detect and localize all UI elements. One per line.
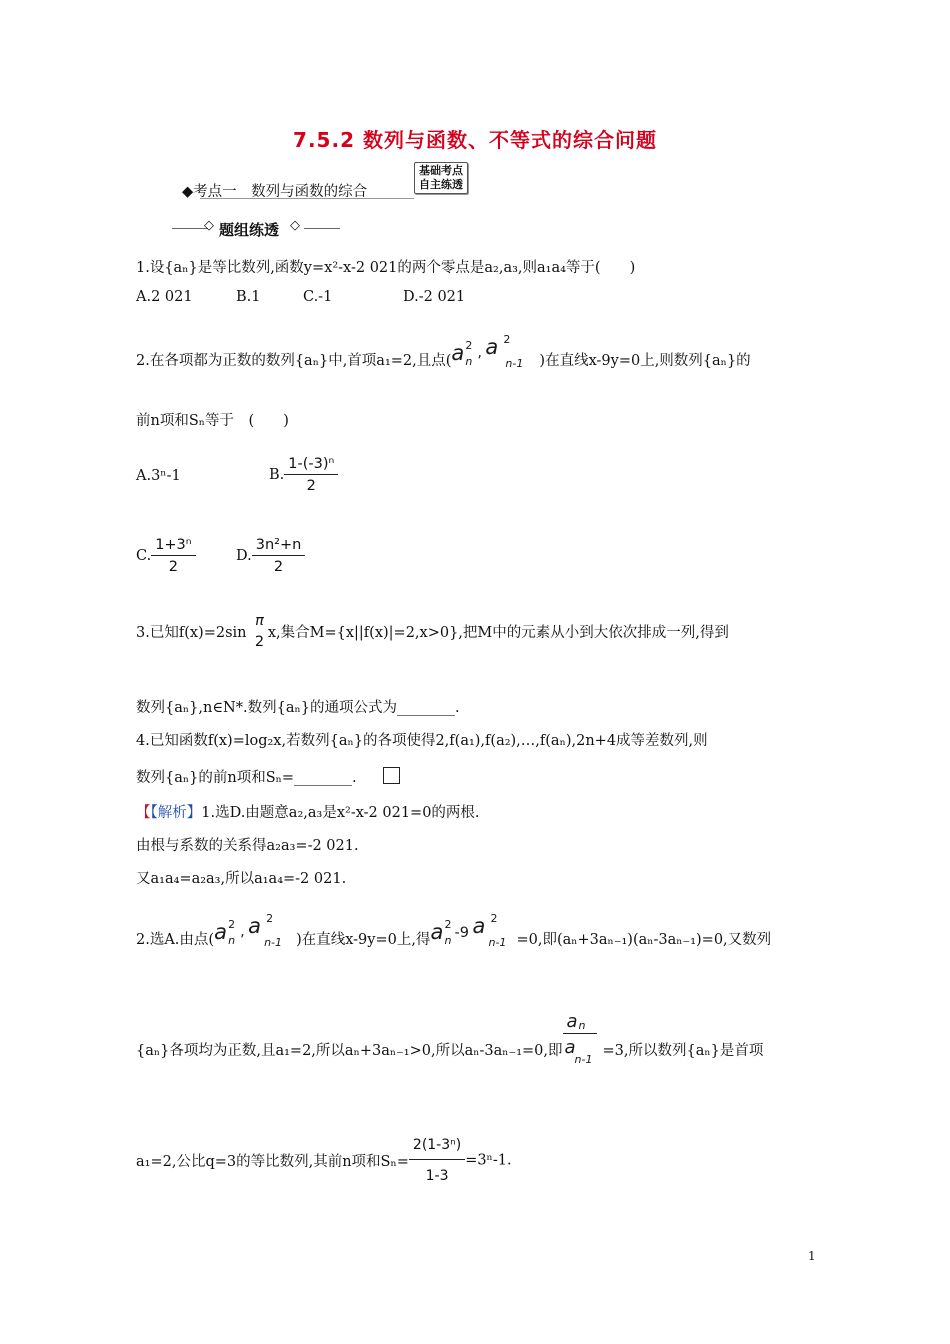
point-formula-image: a 2 n , a 2 n-1 (451, 333, 524, 370)
section-underline (200, 198, 414, 199)
divider-right (304, 228, 340, 229)
diamond-outline-icon: ◇ (204, 218, 214, 233)
question-3 (136, 613, 729, 650)
q2-option-d (236, 537, 305, 575)
q1-option-a: A.2 021 (136, 289, 193, 305)
fraction-numerator: π (255, 613, 264, 629)
solution-tag-text: 【解析】 (150, 805, 202, 821)
solution-2-line-3 (136, 1137, 512, 1184)
s2-line2-post: =3,所以数列{aₙ}是首项 (602, 1043, 764, 1059)
q1-option-c: C.-1 (303, 289, 333, 305)
solution-tag: 【【解析】 (136, 805, 202, 821)
minus-nine: -9 (454, 925, 469, 941)
ratio-fraction-image: a n a n-1 (563, 1037, 603, 1057)
section-label: 考点一 数列与函数的综合 (193, 184, 368, 200)
fraction-denominator: 2 (168, 559, 178, 575)
solution-2-line-2 (136, 1011, 764, 1066)
page-title: 7.5.2 数列与函数、不等式的综合问题 (293, 128, 657, 152)
fraction-numerator: 1+3ⁿ (151, 537, 195, 556)
solution-1-line-3: 又a₁a₄=a₂a₃,所以a₁a₄=-2 021. (136, 871, 347, 887)
solution-1-line-1 (136, 801, 480, 822)
divider-left (172, 228, 208, 229)
page-number: 1 (808, 1249, 816, 1263)
diamond-outline-icon: ◇ (290, 218, 300, 233)
s2-mid: )在直线x-9y=0上,得 (296, 932, 431, 948)
section-badge (414, 162, 468, 194)
s2-line3-post: =3ⁿ-1. (465, 1152, 512, 1169)
question-1: 1.设{aₙ}是等比数列,函数y=x²-x-2 021的两个零点是a₂,a₃,则a₁a₄等于( ) (136, 260, 636, 276)
point-formula-image: a 2 n , a 2 n-1 (214, 912, 283, 949)
fraction-numerator: 3n²+n (252, 537, 306, 556)
s2-line3-pre: a₁=2,公比q=3的等比数列,其前n项和Sₙ= (136, 1154, 409, 1170)
q2-option-c-fraction (151, 537, 195, 575)
q2-option-a: A.3ⁿ-1 (136, 468, 181, 484)
s2-line2-pre: {aₙ}各项均为正数,且a₁=2,所以aₙ+3aₙ₋₁>0,所以aₙ-3aₙ₋₁=0,即 (136, 1043, 563, 1059)
fraction-denominator: 2 (254, 634, 265, 650)
badge-line-1: 基础考点 (419, 164, 463, 177)
group-header: 题组练透 (219, 221, 280, 239)
q2-option-b (269, 456, 338, 494)
q2-option-d-fraction (252, 537, 306, 575)
q3-line-2: 数列{aₙ},n∈N*.数列{aₙ}的通项公式为________. (136, 700, 460, 716)
fraction-numerator: 1-(-3)ⁿ (284, 456, 338, 475)
q3-text-pre: 3.已知f(x)=2sin (136, 625, 247, 641)
fraction-denominator: 2 (273, 559, 284, 575)
s2-post: =0,即(aₙ+3aₙ₋₁)(aₙ-3aₙ₋₁)=0,又数列 (516, 932, 772, 948)
solution-1-text: 1.选D.由题意a₂,a₃是x²-x-2 021=0的两根. (201, 805, 480, 821)
question-4: 4.已知函数f(x)=log₂x,若数列{aₙ}的各项使得2,f(a₁),f(a₂),…,f(aₙ),2n+4成等差数列,则 (136, 733, 708, 749)
solution-1-line-2: 由根与系数的关系得a₂a₃=-2 021. (136, 838, 359, 854)
badge-line-2: 自主练透 (419, 178, 463, 191)
q2-option-d-label: D. (236, 548, 252, 564)
q2-line-2: 前n项和Sₙ等于 ( ) (136, 413, 289, 429)
q3-text-post: x,集合M={x||f(x)|=2,x>0},把M中的元素从小到大依次排成一列,得到 (267, 625, 729, 641)
fraction-numerator: 2(1-3ⁿ) (409, 1137, 465, 1160)
s2-pre: 2.选A.由点( (136, 932, 215, 948)
q2-text-post: )在直线x-9y=0上,则数列{aₙ}的 (539, 353, 751, 369)
q1-option-b: B.1 (236, 289, 261, 305)
q2-option-c-label: C. (136, 548, 152, 564)
q4-line-2-text: 数列{aₙ}的前n项和Sₙ=________. (136, 770, 357, 786)
diamond-icon: ◆ (182, 184, 194, 200)
q4-line-2 (136, 766, 400, 787)
fraction-denominator: 1-3 (425, 1168, 449, 1184)
question-2 (136, 333, 751, 370)
fraction-denominator: 2 (306, 478, 316, 494)
q2-text-pre: 2.在各项都为正数的数列{aₙ}中,首项a₁=2,且点( (136, 353, 452, 369)
q2-option-b-fraction (284, 456, 338, 494)
answer-box-icon (383, 767, 400, 784)
sum-fraction (409, 1137, 465, 1184)
pi-over-2-fraction (251, 613, 268, 650)
q1-option-d: D.-2 021 (403, 289, 466, 305)
q2-option-b-label: B. (269, 467, 285, 483)
q2-option-c (136, 537, 196, 575)
equation-image: a 2 n -9 a 2 n-1 (430, 912, 507, 949)
solution-2-line-1 (136, 912, 772, 949)
